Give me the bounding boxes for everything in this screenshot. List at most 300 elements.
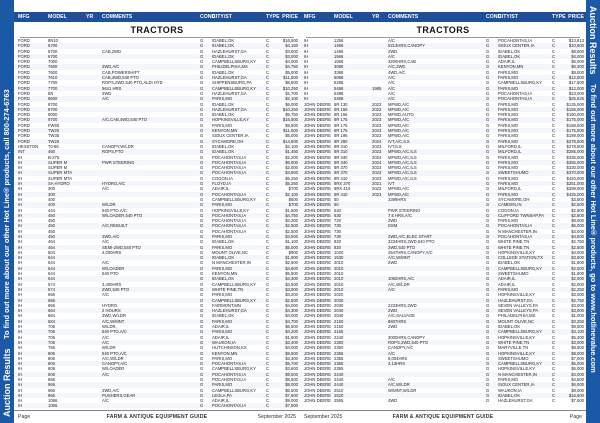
cell-price: $8,500 [285, 377, 298, 382]
cell-city-st: HUTCHINSON,KS [212, 345, 247, 351]
cell-model: 504 [48, 249, 55, 255]
cell-city-st: PARIS,MO [498, 133, 519, 139]
cell-price: $2,000 [285, 165, 298, 171]
cell-price: $278,500 [566, 143, 584, 149]
cell-type: C [266, 112, 270, 118]
cell-type: C [266, 318, 270, 324]
cell-cond: G [200, 223, 204, 229]
cell-model: 5088 [334, 75, 344, 81]
cell-city-st: CAMPBELLSBURG,KY [212, 297, 256, 303]
cell-mfg: JOHN DEERE [304, 207, 331, 213]
cell-cond: G [200, 260, 204, 266]
cell-mfg: IH [18, 377, 23, 382]
right-sidebar-band [586, 0, 600, 423]
cell-price: $5,300 [571, 334, 584, 340]
cell-price: $285,000 [566, 149, 584, 155]
cell-cond: G [200, 117, 204, 123]
cell-type: C [266, 138, 270, 144]
cell-mfg: JOHN DEERE [304, 371, 331, 377]
cell-model: 450 [48, 228, 55, 234]
col-cond: COND [200, 14, 216, 20]
cell-type: C [266, 339, 270, 345]
cell-model: 706 [48, 339, 55, 345]
cell-comments: A/C [388, 75, 395, 81]
cell-type: C [266, 75, 270, 81]
cell-city-st: PARIS,MO [498, 377, 519, 382]
cell-city-st: KENYON,MN [212, 271, 238, 277]
cell-city-st: POCAHONTAS,IA [212, 361, 247, 367]
cell-cond: G [200, 191, 204, 197]
cell-city-st: WHITE PINE,TN [498, 244, 530, 250]
cell-comments: A/C [388, 377, 395, 382]
cell-comments: 3000HRS,CANOPY [388, 334, 426, 340]
cell-comments: MFWD,AUTO [388, 112, 414, 118]
cell-comments: W/LOADER,540 PTO [102, 212, 143, 218]
cell-mfg: JOHN DEERE [304, 249, 331, 255]
cell-mfg: IH [18, 159, 23, 165]
cell-comments: 5,004HRS [388, 355, 408, 361]
cell-price: $16,600 [568, 392, 584, 398]
cell-cond: G [200, 64, 204, 70]
cell-model: 730 [334, 233, 341, 239]
cell-price: $10,500 [568, 43, 584, 49]
cell-price: $25,625 [568, 96, 584, 102]
cell-model: 966 [48, 382, 55, 388]
cell-price: $5,250 [285, 175, 298, 181]
cell-model: 1020 [334, 249, 344, 255]
cell-city-st: N MANCHESTER,IN [498, 371, 537, 377]
cell-price: $2,100 [285, 96, 298, 102]
cell-price: $900 [288, 249, 298, 255]
cell-type: C [552, 324, 556, 330]
cell-price: $5,000 [285, 133, 298, 139]
cell-price: $7,000 [571, 355, 584, 361]
cell-comments: PUSHERS,GEAR [102, 392, 136, 398]
cell-cond: G [200, 101, 204, 107]
cell-yr: 1985 [372, 85, 382, 91]
cell-model: SA HYDRO [48, 181, 70, 187]
cell-model: 8R 280 [334, 138, 348, 144]
cell-price: $6,300 [571, 64, 584, 70]
cell-comments: 2WD,W/LDR [102, 313, 126, 319]
cell-city-st: PARIS,MO [498, 181, 519, 187]
cell-comments: 2WD,A/C,ELEC START [388, 233, 433, 239]
cell-price: $11,500 [283, 75, 298, 81]
cell-city-st: PARIS,MO [498, 154, 519, 160]
cell-mfg: IH [18, 255, 23, 261]
cell-type: C [266, 233, 270, 239]
cell-cond: G [486, 117, 490, 123]
cell-mfg: IH [304, 48, 309, 54]
cell-model: 2010 [334, 281, 344, 287]
cell-type: C [552, 382, 556, 388]
cell-mfg: FORD [18, 59, 30, 65]
cell-cond: G [486, 143, 490, 149]
cell-type: C [266, 59, 270, 65]
cell-price: $3,500 [571, 255, 584, 261]
cell-yr: 2023 [372, 128, 382, 134]
cell-mfg: JOHN DEERE [304, 106, 331, 112]
cell-type: C [552, 138, 556, 144]
cell-price: $5,000 [571, 59, 584, 65]
col-city-st: CITY/ST [212, 14, 232, 20]
cell-comments: IVT [388, 181, 395, 187]
cell-comments: 1082HRS,A/C [388, 276, 415, 282]
cell-comments: 2 HOURS [102, 308, 121, 314]
cell-city-st: FAIRMONT,MN [212, 302, 241, 308]
cell-mfg: JOHN DEERE [304, 276, 331, 282]
cell-cond: G [486, 181, 490, 187]
cell-cond: G [200, 334, 204, 340]
cell-comments: 2WD,A/C [102, 233, 120, 239]
cell-type: C [552, 260, 556, 266]
cell-city-st: IDABEL,OK [212, 239, 235, 245]
cell-model: 450 [48, 223, 55, 229]
cell-city-st: PARIS,MO [212, 292, 233, 298]
cell-model: 730 [334, 228, 341, 234]
cell-mfg: IH [18, 186, 23, 192]
cell-price: $3,000 [571, 339, 584, 345]
cell-city-st: PARIS,MO [498, 286, 519, 292]
cell-price: $4,000 [571, 53, 584, 59]
cell-cond: G [486, 196, 490, 202]
cell-mfg: JOHN DEERE [304, 392, 331, 398]
cell-price: $3,000 [285, 286, 298, 292]
cell-model: SUPER MTA [48, 175, 73, 181]
cell-mfg: IH [18, 223, 23, 229]
cell-type: C [552, 244, 556, 250]
cell-city-st: KENYON,MN [212, 128, 238, 134]
cell-model: 6R 155 [334, 112, 348, 118]
cell-type: C [552, 318, 556, 324]
cell-city-st: MOUNT OLIVE,NC [212, 249, 248, 255]
cell-yr: 2022 [372, 112, 382, 118]
cell-type: C [266, 85, 270, 91]
cell-city-st: CLIFFORD TWNSHP,PA [498, 212, 545, 218]
col-model: MODEL [334, 14, 353, 20]
cell-mfg: IH [18, 191, 23, 197]
cell-price: $168,500 [566, 122, 584, 128]
cell-mfg: IH [18, 329, 23, 335]
cell-cond: G [200, 170, 204, 176]
cell-mfg: JOHN DEERE [304, 218, 331, 224]
cell-mfg: JOHN DEERE [304, 260, 331, 266]
cell-model: 2555 [334, 398, 344, 404]
cell-type: C [552, 53, 556, 59]
cell-city-st: POCAHONTAS,IA [212, 371, 247, 377]
cell-mfg: JOHN DEERE [304, 244, 331, 250]
cell-model: 2350 [334, 339, 344, 345]
cell-price: $7,500 [285, 403, 298, 408]
cell-city-st: MOUNT OLIVE,NC [498, 318, 534, 324]
cell-comments: 2WD [388, 260, 398, 266]
cell-city-st: IDABEL,OK [212, 313, 235, 319]
col-type: TYPE [266, 14, 280, 20]
cell-type: C [552, 181, 556, 187]
cell-comments: 2WD,A/C [102, 64, 120, 70]
cell-model: 7000 [48, 59, 58, 65]
cell-type: C [552, 191, 556, 197]
cell-city-st: HAZLEHURST,GA [498, 297, 533, 303]
cell-city-st: PARIS,MO [212, 96, 233, 102]
cell-cond: G [200, 212, 204, 218]
cell-model: 7600 [48, 69, 58, 75]
cell-city-st: MARYVILLE,TN [498, 345, 529, 351]
cell-price: $2,000 [571, 276, 584, 282]
cell-cond: G [486, 260, 490, 266]
cell-mfg: FORD [18, 96, 30, 102]
cell-city-st: PARIS,MO [212, 382, 233, 388]
cell-type: C [552, 255, 556, 261]
cell-price: $2,000 [571, 281, 584, 287]
cell-cond: G [486, 297, 490, 303]
cell-model: TW20 [48, 128, 60, 134]
cell-type: C [266, 377, 270, 382]
section-title: TRACTORS [130, 25, 184, 35]
cell-cond: G [486, 286, 490, 292]
cell-type: C [552, 59, 556, 65]
cell-mfg: JOHN DEERE [304, 101, 331, 107]
cell-comments: MFWD,A/C [388, 128, 410, 134]
cell-model: 9000 [48, 112, 58, 118]
cell-comments: 2WD [388, 48, 398, 54]
cell-cond: G [200, 159, 204, 165]
cell-price: $2,500 [571, 207, 584, 213]
cell-model: 2440 [334, 377, 344, 382]
cell-model: 706 [48, 324, 55, 330]
cell-city-st: POCAHONTAS,IA [212, 191, 247, 197]
cell-comments: MFWD,A/C,ILS [388, 159, 417, 165]
cell-price: $8,000 [571, 69, 584, 75]
cell-city-st: CAMPBELLSBURG,KY [498, 80, 542, 86]
cell-price: $4,300 [285, 276, 298, 282]
cell-price: $6,500 [285, 387, 298, 393]
cell-comments: CAB,POWERSHIFT [102, 69, 140, 75]
cell-model: 806 [48, 361, 55, 367]
cell-city-st: POCAHONTAS,IA [212, 159, 247, 165]
cell-price: $10,250 [282, 106, 298, 112]
cell-comments: A/C [102, 96, 109, 102]
cell-city-st: HOPKINSVILLE,KY [212, 117, 250, 123]
cell-model: 706 [48, 329, 55, 335]
cell-cond: G [486, 75, 490, 81]
cell-model: 6700 [48, 43, 58, 49]
cell-type: C [266, 329, 270, 335]
cell-cond: G [486, 345, 490, 351]
col-cond: COND [486, 14, 502, 20]
cell-cond: G [200, 143, 204, 149]
cell-type: C [266, 308, 270, 314]
cell-type: C [552, 159, 556, 165]
cell-model: 2010 [334, 276, 344, 282]
cell-price: $5,250 [285, 181, 298, 187]
cell-comments: SEMI-2WD,540 PTO [102, 244, 141, 250]
cell-cond: G [486, 85, 490, 91]
cell-mfg: IH [18, 302, 23, 308]
cell-cond: G [200, 196, 204, 202]
cell-city-st: COGON,IA [212, 175, 233, 181]
cell-comments: 540 PTO,A/C [102, 207, 127, 213]
cell-cond: G [200, 138, 204, 144]
cell-model: 8N10 [48, 38, 59, 43]
cell-city-st: MILFORD,IL [498, 149, 522, 155]
cell-cond: G [200, 96, 204, 102]
cell-model: SUPER MTA [48, 170, 73, 176]
cell-cond: G [486, 223, 490, 229]
cell-mfg: JOHN DEERE [304, 170, 331, 176]
cell-model: 856 [48, 377, 55, 382]
cell-model: 6R 130 [334, 101, 348, 107]
cell-model: 450 [48, 233, 55, 239]
cell-comments: W/LOADER [102, 366, 125, 372]
cell-cond: G [486, 329, 490, 335]
cell-type: C [266, 392, 270, 398]
cell-comments: IVT,A/C,ILS [388, 138, 410, 144]
cell-city-st: SYCAMORE,OH [498, 196, 530, 202]
cell-type: C [552, 112, 556, 118]
cell-model: 8RX 410 [334, 186, 351, 192]
left-footer [14, 410, 300, 423]
cell-city-st: HOPKINSVILLE,KY [498, 292, 536, 298]
cell-city-st: HAZLEHURST,GA [212, 90, 247, 96]
cell-cond: G [200, 324, 204, 330]
cell-type: C [266, 106, 270, 112]
cell-cond: G [486, 324, 490, 330]
cell-city-st: POCAHONTAS,IA [498, 223, 533, 229]
cell-mfg: JOHN DEERE [304, 143, 331, 149]
cell-model: 684 [48, 318, 55, 324]
cell-price: $2,250 [571, 286, 584, 292]
cell-cond: G [200, 271, 204, 277]
cell-cond: G [486, 170, 490, 176]
cell-comments: A/C,W/MNT [102, 318, 125, 324]
cell-comments: CANOPY,A/C [388, 345, 414, 351]
cell-comments: 3234HRS,2WD,540 PTO [388, 239, 435, 245]
cell-mfg: IH [304, 75, 309, 81]
cell-price: $3,500 [285, 233, 298, 239]
cell-mfg: IH [18, 292, 23, 298]
cell-price: $4,000 [571, 249, 584, 255]
cell-yr: 2023 [372, 133, 382, 139]
cell-city-st: ADAIR,IL [212, 334, 230, 340]
cell-cond: G [486, 106, 490, 112]
cell-mfg: JOHN DEERE [304, 355, 331, 361]
cell-model: 1566 [334, 53, 344, 59]
cell-price: $11,500 [283, 128, 298, 134]
cell-city-st: WHITE PINE,TN [212, 286, 244, 292]
cell-yr: 2023 [372, 149, 382, 155]
cell-mfg: JOHN DEERE [304, 286, 331, 292]
cell-mfg: HESSTON [18, 143, 39, 149]
cell-cond: G [486, 212, 490, 218]
cell-comments: A/C [388, 286, 395, 292]
cell-comments: A/C [102, 239, 109, 245]
left-sidebar-title: Auction Results [2, 348, 12, 417]
cell-model: 720 [334, 218, 341, 224]
cell-city-st: IDABEL,OK [498, 48, 521, 54]
cell-price: $1,900 [285, 255, 298, 261]
cell-city-st: PARIS,MO [498, 218, 519, 224]
cell-type: C [266, 143, 270, 149]
cell-comments: MFWD,A/C,ILS [388, 175, 417, 181]
cell-type: C [266, 175, 270, 181]
cell-price: $355,000 [566, 159, 584, 165]
cell-type: C [552, 85, 556, 91]
cell-comments: CAB,2WD [102, 48, 122, 54]
cell-price: $2,500 [571, 244, 584, 250]
cell-cond: G [200, 207, 204, 213]
left-table-body [14, 38, 300, 408]
cell-mfg: IH [18, 350, 23, 356]
cell-comments: 540 PTO,A/C [102, 329, 127, 335]
cell-cond: G [486, 382, 490, 388]
cell-mfg: IH [18, 334, 23, 340]
cell-model: 2030 [334, 297, 344, 303]
cell-model: 6R 195 [334, 133, 348, 139]
cell-city-st: KENYON,MN [498, 64, 524, 70]
cell-city-st: POCAHONTAS,IA [212, 377, 247, 382]
cell-city-st: IDABEL,OK [498, 392, 521, 398]
cell-cond: G [486, 265, 490, 271]
cell-cond: G [200, 276, 204, 282]
cell-type: C [266, 403, 270, 408]
cell-price: $8,500 [571, 345, 584, 351]
cell-price: $6,000 [285, 101, 298, 107]
cell-model: 574 [48, 281, 55, 287]
cell-comments: 2WD [388, 324, 398, 330]
cell-cond: G [200, 297, 204, 303]
cell-cond: G [200, 75, 204, 81]
cell-model: 7700 [48, 80, 58, 86]
cell-price: $2,500 [571, 202, 584, 208]
cell-city-st: ADAIR,IL [498, 281, 516, 287]
cell-comments: A/C,2WD [388, 64, 406, 70]
cell-city-st: SWEETSHUMO [498, 170, 529, 176]
cell-cond: G [486, 292, 490, 298]
cell-city-st: CAMPBELLSBURG,KY [498, 361, 542, 367]
footer-publication: FARM & ANTIQUE EQUIPMENT GUIDE [106, 414, 208, 420]
cell-type: C [552, 165, 556, 171]
cell-cond: G [486, 371, 490, 377]
cell-price: $155,000 [566, 106, 584, 112]
cell-mfg: IH [18, 165, 23, 171]
cell-cond: G [486, 149, 490, 155]
cell-price: $4,000 [285, 59, 298, 65]
cell-model: 656 [48, 297, 55, 303]
cell-cond: G [200, 382, 204, 388]
cell-model: 2155 [334, 329, 344, 335]
cell-yr: 2024 [372, 138, 382, 144]
cell-mfg: FORD [18, 106, 30, 112]
cell-cond: G [200, 350, 204, 356]
cell-mfg: JOHN DEERE [304, 122, 331, 128]
cell-cond: G [486, 64, 490, 70]
cell-cond: G [200, 175, 204, 181]
cell-cond: G [200, 233, 204, 239]
cell-price: $3,500 [285, 281, 298, 287]
cell-comments: 2WD [388, 218, 398, 224]
cell-cond: G [486, 233, 490, 239]
cell-comments: MFWD,A/C,ILS [388, 170, 417, 176]
cell-mfg: JOHN DEERE [304, 265, 331, 271]
cell-city-st: HAZLEHURST,GA [498, 398, 533, 404]
cell-cond: G [200, 90, 204, 96]
cell-model: 7610 [48, 75, 58, 81]
cell-model: 8R 340 [334, 154, 348, 160]
cell-type: C [266, 133, 270, 139]
right-page [300, 0, 586, 423]
cell-mfg: IH [18, 154, 23, 160]
